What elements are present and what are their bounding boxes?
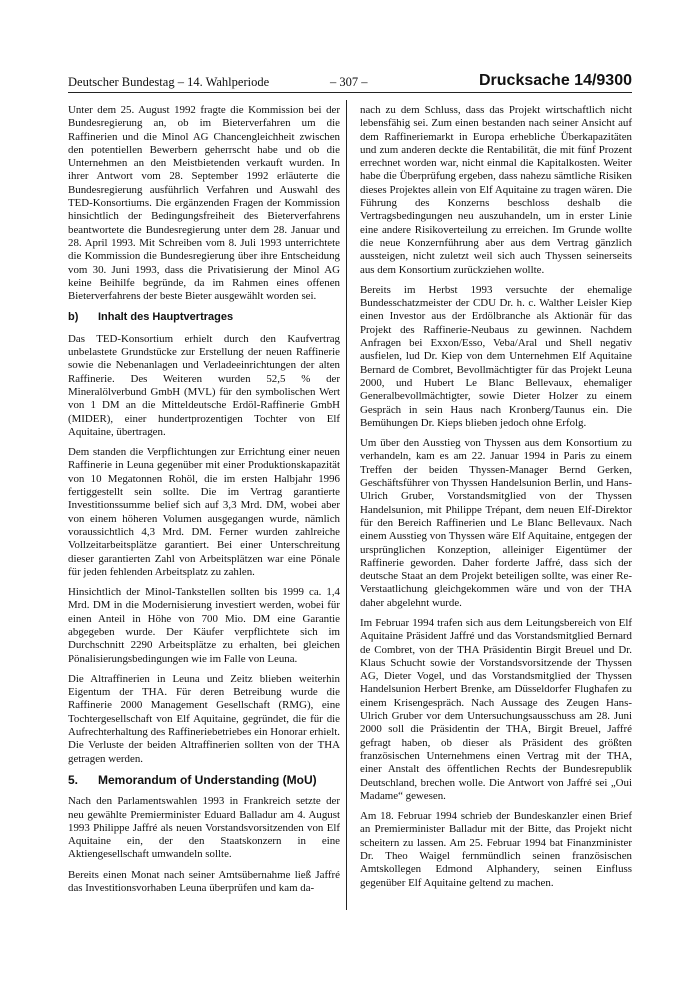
subsection-title: Inhalt des Hauptvertrages	[98, 311, 234, 324]
section-title: Memorandum of Understanding (MoU)	[98, 772, 317, 787]
subsection-heading-b	[68, 311, 340, 324]
paragraph: Dem standen die Verpflichtungen zur Errichtung einer neuen Raffinerie in Leuna gegenüber mit einer Produktionskapazität von 10 Megatonnen Rohöl, die im ersten Halbjahr 1996 fertiggestellt sein sollte. Die im Vertrag garantierte Investitionssumme belief sich auf 3,3 Mrd. DM, wobei aber von einem höheren Volumen ausgegangen wurde, nämlich voraussichtlich 4,3 Mrd. DM. Ferner wurden zahlreiche Vollzeitarbeitsplätze garantiert. Bei einer Unterschreitung dieser garantierten Zahl von Arbeitsplätzen war eine Pönale für jeden fehlenden Arbeitsplatz zu zahlen.	[68, 446, 340, 578]
paragraph: Bereits im Herbst 1993 versuchte der ehemalige Bundesschatzmeister der CDU Dr. h. c. Walther Leisler Kiep einen Investor aus der Erdölbranche als Aktionär für das Projekt des Raffinerie-Neubaus zu gewinnen. Nachdem Anfragen bei Exxon/Esso, Veba/Aral und Shell negativ ausfielen, lud Dr. Kiep von dem Unternehmen Elf Aquitaine Bernard de Combret, Bevollmächtigter für das Projekt Leuna 2000, und Hubert Le Blanc Bellevaux, ehemaliger Generalbevollmächtigter, sowie Dieter Holzer zu einem Gespräch in sein Haus nach Kronberg/Taunus ein. Die Bemühungen Dr. Kieps blieben jedoch ohne Erfolg.	[360, 283, 632, 429]
subsection-number: b)	[68, 311, 79, 324]
section-number: 5.	[68, 772, 79, 787]
paragraph: Hinsichtlich der Minol-Tankstellen sollten bis 1999 ca. 1,4 Mrd. DM in die Modernisierung investiert werden, wobei für einen Anteil in Höhe von 700 Mio. DM eine Garantie abgegeben wurde. Der Käufer verpflichtete sich im Durchschnitt 2290 Arbeitsplätze zu erhalten, bei gleichen Pönalisierungsbedingungen wie im Falle von Leuna.	[68, 586, 340, 665]
left-column	[68, 104, 340, 902]
paragraph: Unter dem 25. August 1992 fragte die Kommission bei der Bundesregierung an, ob im Bieterverfahren um die Raffinerien und die Minol AG Chancengleichheit zwischen den potentiellen Bewerbern geherrscht habe und ob die Unternehmen an den Meistbietenden verkauft wurden. In ihrer Antwort vom 28. September 1992 erläuterte die Bundesregierung ausführlich Verfahren und Auswahl des TED-Konsortiums. Die ergänzenden Fragen der Kommission hinsichtlich der Bedingungsfreiheit des Bieterverfahrens beantwortete die Bundesregierung unter dem 28. Januar und 28. April 1993. Mit Schreiben vom 8. Juli 1993 unterrichtete die Kommission die Bundesregierung über ihre Entscheidung vom 30. Juni 1993, dass die Privatisierung der Minol AG keine Beihilfe begründe, da im Rahmen eines offenen Bieterverfahrens der beste Bieter ausgewählt worden sei.	[68, 104, 340, 303]
page-header	[68, 72, 632, 92]
paragraph: nach zu dem Schluss, dass das Projekt wirtschaftlich nicht lebensfähig sei. Zum einen bestanden nach seiner Ansicht auf dem Raffineriemarkt in Europa erhebliche Überkapazitäten und zum anderen deckte die Rentabilität, die mit fünf Prozent errechnet worden war, nicht einmal die Kapitalkosten. Weiter habe die Überprüfung ergeben, dass nahezu sämtliche Risiken dieses Projektes allein von Elf Aquitaine zu tragen wären. Die Führung des Konzerns beschloss deshalb die Vertragsbedingungen neu auszuhandeln, um in erster Linie eine andere Risikoverteilung zu erreichen. Im Grunde wollte die neue Konzernführung aber aus dem Vertrag gänzlich aussteigen, nicht zuletzt weil sich auch Thyssen seinerseits aus dem Konsortium zurückziehen wollte.	[360, 104, 632, 276]
header-rule	[68, 92, 632, 93]
paragraph: Die Altraffinerien in Leuna und Zeitz blieben weiterhin Eigentum der THA. Für deren Betreibung wurde die Raffinerie 2000 Management Gesellschaft (RMG), eine Tochtergesellschaft von Elf Aquitaine, gegründet, die für die Aufrechterhaltung des Raffineriebetriebes ein Honorar erhielt. Die Verluste der beiden Altraffinerien sollten von der THA getragen werden.	[68, 672, 340, 765]
section-heading-5	[68, 774, 340, 787]
parliament-label: Deutscher Bundestag – 14. Wahlperiode	[68, 75, 270, 89]
paragraph: Nach den Parlamentswahlen 1993 in Frankreich setzte der neu gewählte Premierminister Eduard Balladur am 4. August 1993 Philippe Jaffré als neuen Vorstandsvorsitzenden von Elf Aquitaine ein, der den Staatskonzern in eine Aktiengesellschaft umwandeln sollte.	[68, 795, 340, 861]
right-column	[360, 104, 632, 897]
document-number: Drucksache 14/9300	[479, 72, 632, 89]
page-number: – 307 –	[330, 75, 368, 89]
paragraph: Um über den Ausstieg von Thyssen aus dem Konsortium zu verhandeln, kam es am 22. Januar 1994 in Paris zu einem Treffen der beiden Thyssen-Manager Bernd Gerken, Geschäftsführer von Thyssen Handelsunion Berlin, und Hans-Ulrich Gruber, Vorstandsmitglied von der Thyssen Handelsunion, mit Philippe Trépant, dem neuen Elf-Direktor für den Bereich Raffinerien und Le Blanc Bellevaux. Nach einem Ausstieg von Thyssen wäre Elf Aquitaine, entgegen der ursprünglichen Konzeption, alleiniger Eigentümer der Raffinerie geworden. Daher forderte Jaffré, dass sich der deutsche Staat an dem Projekt beteiligen sollte, was einer Re-Verstaatlichung gleichgekommen wäre und von der THA daher abgelehnt wurde.	[360, 437, 632, 609]
column-divider	[346, 100, 347, 910]
paragraph: Im Februar 1994 trafen sich aus dem Leitungsbereich von Elf Aquitaine Präsident Jaffré und das Vorstandsmitglied Bernard de Combret, von der THA Präsidentin Birgit Breuel und Dr. Klaus Schucht sowie der Vorstandsvorsitzende der Thyssen AG, Dieter Vogel, und das Vorstandsmitglied der Thyssen Handelsunion Herbert Brenke, am Düsseldorfer Flughafen zu einem Krisengespräch. Nach Aussage des Zeugen Hans-Ulrich Gruber vor dem Untersuchungsausschuss am 28. Juni 2000 soll die Präsidentin der THA, Birgit Breuel, Jaffré gefragt haben, ob dieser als Präsident des größten französischen Unternehmens einen Vertrag mit der THA, einer Anstalt des öffentlichen Rechts der Bundesrepublik Deutschland, brechen wolle. Die Antwort von Jaffré sei „Oui Madame“ gewesen.	[360, 616, 632, 802]
paragraph: Das TED-Konsortium erhielt durch den Kaufvertrag unbelastete Grundstücke zur Erstellung der neuen Raffinerie sowie die Nebenanlagen und Verladeeinrichtungen der alten Raffinerie. Des Weiteren wurden 52,5 % der Mineralölverbund GmbH (MVL) für den symbolischen Wert von 1 DM an die Mitteldeutsche Erdöl-Raffinerie GmbH (MIDER), einer hundertprozentigen Tochter von Elf Aquitaine, übertragen.	[68, 332, 340, 438]
paragraph: Bereits einen Monat nach seiner Amtsübernahme ließ Jaffré das Investitionsvorhaben Leuna überprüfen und kam da-	[68, 868, 340, 895]
paragraph: Am 18. Februar 1994 schrieb der Bundeskanzler einen Brief an Premierminister Balladur mit der Bitte, das Projekt nicht scheitern zu lassen. Am 25. Februar 1994 bat Finanzminister Dr. Theo Waigel fernmündlich seinen französischen Amtskollegen Edmond Alphandery, seinen Einfluss gegenüber Elf Aquitaine geltend zu machen.	[360, 810, 632, 889]
